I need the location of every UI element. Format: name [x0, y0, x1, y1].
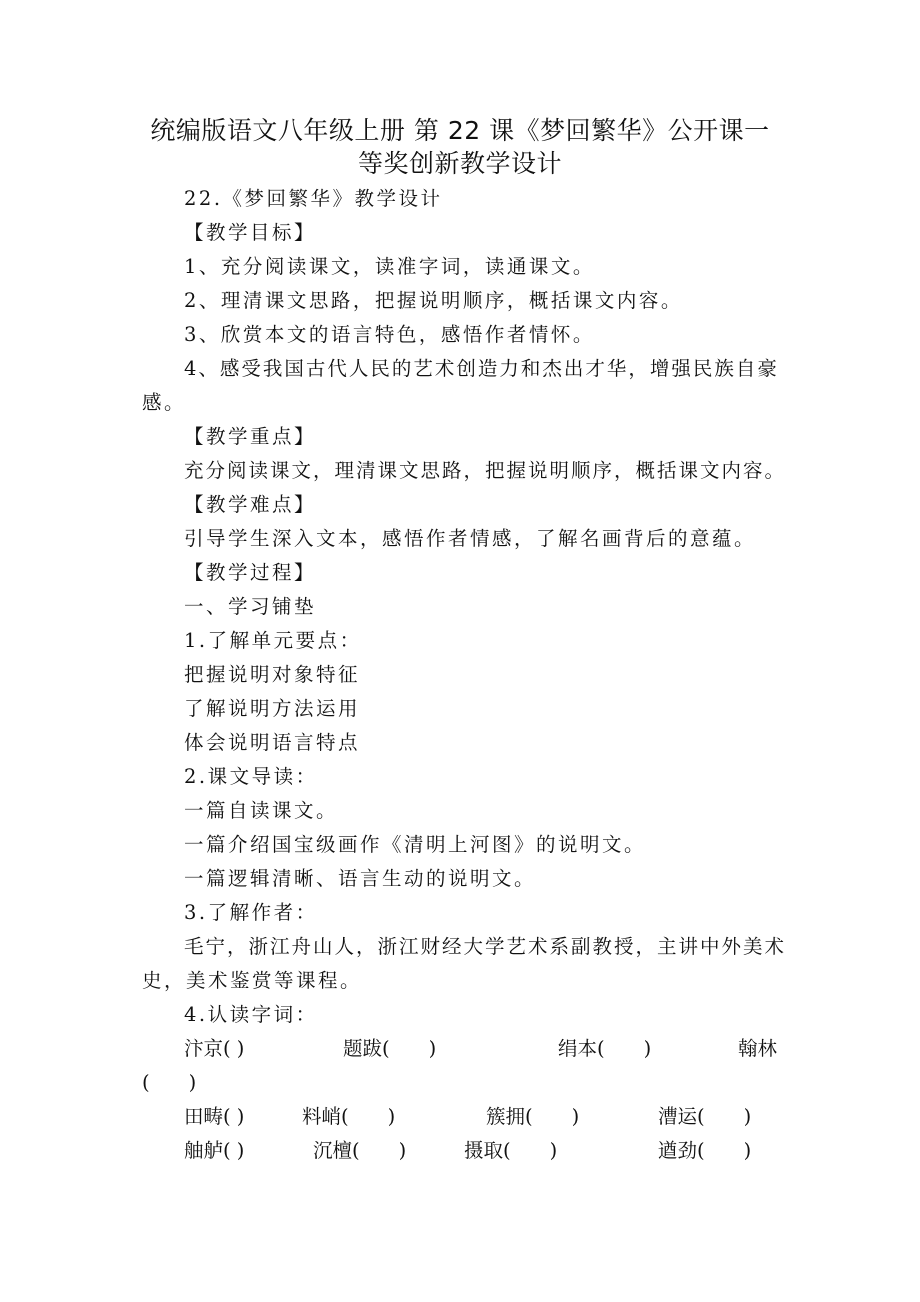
document-title-line-1: 统编版语文八年级上册 第 22 课《梦回繁华》公开课一: [150, 116, 770, 145]
vocab-cell: 遒劲( ): [658, 1139, 752, 1162]
vocab-cell: 料峭( ): [302, 1105, 396, 1128]
objective-item: 3、欣赏本文的语言特色，感悟作者情怀。: [184, 323, 595, 346]
vocab-cell: 绢本( ): [558, 1037, 652, 1060]
document-title-line-2: 等奖创新教学设计: [357, 149, 562, 178]
objective-item: 1、充分阅读课文，读准字词，读通课文。: [184, 255, 595, 278]
step-1-item: 了解说明方法运用: [184, 697, 361, 720]
step-2-item: 一篇自读课文。: [184, 799, 339, 822]
step-3-text-line-2: 史，美术鉴赏等课程。: [142, 969, 363, 992]
vocab-cell: ( ): [142, 1071, 197, 1094]
step-1-title: 1.了解单元要点：: [184, 629, 362, 652]
vocab-cell: 簇拥( ): [486, 1105, 580, 1128]
key-points-heading: 【教学重点】: [184, 425, 317, 448]
difficulties-text: 引导学生深入文本，感悟作者情感，了解名画背后的意蕴。: [184, 527, 757, 550]
step-1-item: 体会说明语言特点: [184, 731, 361, 754]
vocab-cell: 田畴( ): [184, 1105, 245, 1128]
step-3-text-line-1: 毛宁，浙江舟山人，浙江财经大学艺术系副教授，主讲中外美术: [184, 935, 787, 958]
vocab-cell: 题跋( ): [343, 1037, 437, 1060]
key-points-text: 充分阅读课文，理清课文思路，把握说明顺序，概括课文内容。: [184, 459, 787, 482]
step-3-title: 3.了解作者：: [184, 901, 318, 924]
vocab-cell: 汴京( ): [184, 1037, 245, 1060]
objective-item: 4、感受我国古代人民的艺术创造力和杰出才华，增强民族自豪: [184, 357, 779, 380]
document-subtitle: 22.《梦回繁华》教学设计: [184, 187, 443, 210]
vocab-cell: 舳舻( ): [184, 1139, 245, 1162]
objective-item-continuation: 感。: [142, 391, 187, 414]
objectives-heading: 【教学目标】: [184, 221, 317, 244]
objective-item: 2、理清课文思路，把握说明顺序，概括课文内容。: [184, 289, 683, 312]
vocab-cell: 翰林: [738, 1037, 778, 1060]
step-2-title: 2.课文导读：: [184, 765, 318, 788]
step-2-item: 一篇介绍国宝级画作《清明上河图》的说明文。: [184, 833, 647, 856]
step-1-item: 把握说明对象特征: [184, 663, 361, 686]
vocab-cell: 沉檀( ): [313, 1139, 407, 1162]
process-heading: 【教学过程】: [184, 561, 317, 584]
vocab-cell: 摄取( ): [464, 1139, 558, 1162]
process-part-1: 一、学习铺垫: [184, 595, 317, 618]
difficulties-heading: 【教学难点】: [184, 493, 317, 516]
step-4-title: 4.认读字词：: [184, 1003, 318, 1026]
vocab-cell: 漕运( ): [658, 1105, 752, 1128]
step-2-item: 一篇逻辑清晰、语言生动的说明文。: [184, 867, 537, 890]
